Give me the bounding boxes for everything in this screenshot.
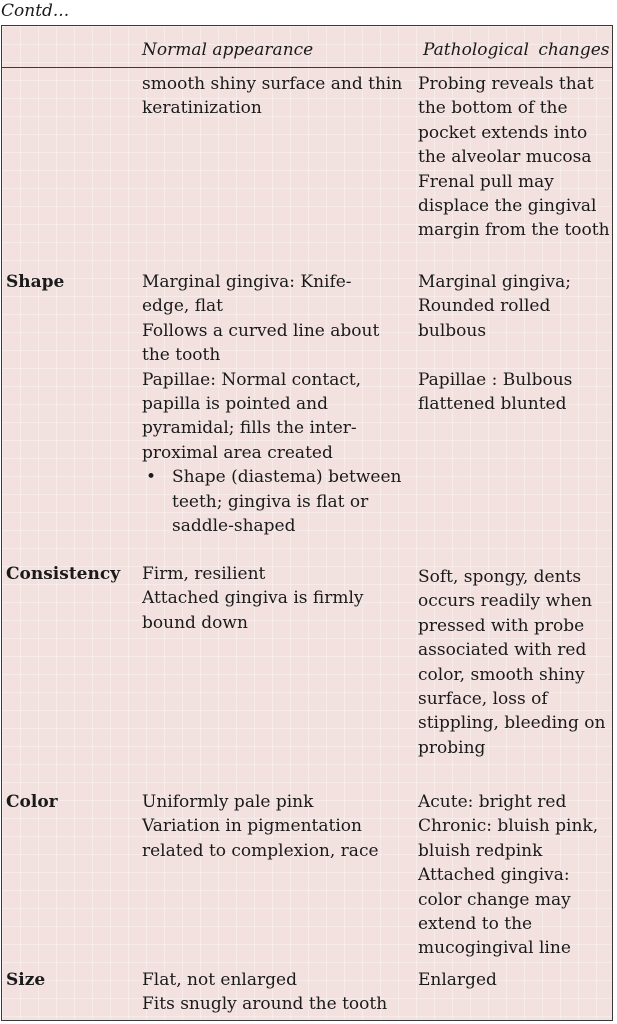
text-line: displace the gingival xyxy=(418,196,597,217)
bullet-item xyxy=(142,465,407,489)
text-line: Rounded rolled xyxy=(418,296,551,317)
text-line: Attached gingiva is firmly xyxy=(142,588,364,609)
text-line: Fits snugly around the tooth xyxy=(142,994,388,1015)
text-line: Firm, resilient xyxy=(142,564,266,584)
text-line: bulbous xyxy=(418,320,487,341)
text-line: color change may xyxy=(418,889,571,910)
text-line: edge, flat xyxy=(142,296,223,317)
text-line: pocket extends into xyxy=(418,122,588,143)
text-line: Uniformly pale pink xyxy=(142,792,314,812)
text-line: teeth; gingiva is flat or xyxy=(172,491,369,512)
text-line: papilla is pointed and xyxy=(142,394,328,415)
pathological-cell xyxy=(418,72,613,243)
header-pathological-changes: Pathological changes xyxy=(423,40,610,60)
text-line: Papillae: Normal contact, xyxy=(142,369,362,390)
text-line: Marginal gingiva; xyxy=(418,272,571,292)
text-line: Marginal gingiva: Knife- xyxy=(142,272,352,292)
continued-label: Contd... xyxy=(1,1,70,21)
text-line: mucogingival line xyxy=(418,938,571,959)
text-line: Papillae : Bulbous xyxy=(418,369,573,390)
text-line: saddle-shaped xyxy=(172,516,296,537)
text-line: keratinization xyxy=(142,98,262,119)
normal-cell xyxy=(142,72,407,121)
text-line: extend to the xyxy=(418,914,533,935)
text-line: Enlarged xyxy=(418,970,497,990)
spacer xyxy=(418,343,613,367)
text-line: flattened blunted xyxy=(418,394,567,415)
text-line: pyramidal; fills the inter- xyxy=(142,418,357,439)
header-normal-appearance: Normal appearance xyxy=(142,40,314,60)
text-line: proximal area created xyxy=(142,442,333,463)
text-line: Soft, spongy, dents xyxy=(418,567,582,587)
normal-cell xyxy=(142,968,407,1017)
normal-cell xyxy=(142,562,407,635)
text-line: Follows a curved line about xyxy=(142,320,380,341)
text-line: margin from the tooth xyxy=(418,220,610,241)
text-line: the tooth xyxy=(142,345,221,366)
text-line: Chronic: bluish pink, xyxy=(418,816,599,837)
text-line: occurs readily when xyxy=(418,591,593,612)
row-label-size: Size xyxy=(6,970,46,990)
text-line: Shape (diastema) between xyxy=(172,467,402,488)
comparison-table xyxy=(1,25,613,1021)
text-line: associated with red xyxy=(418,640,587,661)
text-line: smooth shiny surface and thin xyxy=(142,74,403,94)
row-label-shape: Shape xyxy=(6,272,65,292)
pathological-cell xyxy=(418,270,613,416)
text-line: probing xyxy=(418,737,486,758)
text-line: pressed with probe xyxy=(418,615,585,636)
text-line: related to complexion, race xyxy=(142,840,379,861)
text-line: the bottom of the xyxy=(418,98,568,119)
bullet-icon: • xyxy=(146,467,157,488)
normal-cell xyxy=(142,270,407,538)
pathological-cell xyxy=(418,790,613,961)
pathological-cell xyxy=(418,565,613,760)
normal-cell xyxy=(142,790,407,863)
text-line: stippling, bleeding on xyxy=(418,713,606,734)
text-line: Variation in pigmentation xyxy=(142,816,362,837)
row-label-consistency: Consistency xyxy=(6,564,121,584)
pathological-cell xyxy=(418,968,613,992)
text-line: Probing reveals that xyxy=(418,74,594,94)
text-line: the alveolar mucosa xyxy=(418,147,592,168)
text-line: bound down xyxy=(142,612,248,633)
text-line: Flat, not enlarged xyxy=(142,970,297,990)
text-line: Attached gingiva: xyxy=(418,865,570,886)
text-line: Frenal pull may xyxy=(418,171,554,192)
text-line: color, smooth shiny xyxy=(418,664,585,685)
text-line: bluish redpink xyxy=(418,840,543,861)
table-header-row xyxy=(2,26,612,68)
row-label-color: Color xyxy=(6,792,58,812)
text-line: Acute: bright red xyxy=(418,792,567,812)
text-line: surface, loss of xyxy=(418,689,548,710)
